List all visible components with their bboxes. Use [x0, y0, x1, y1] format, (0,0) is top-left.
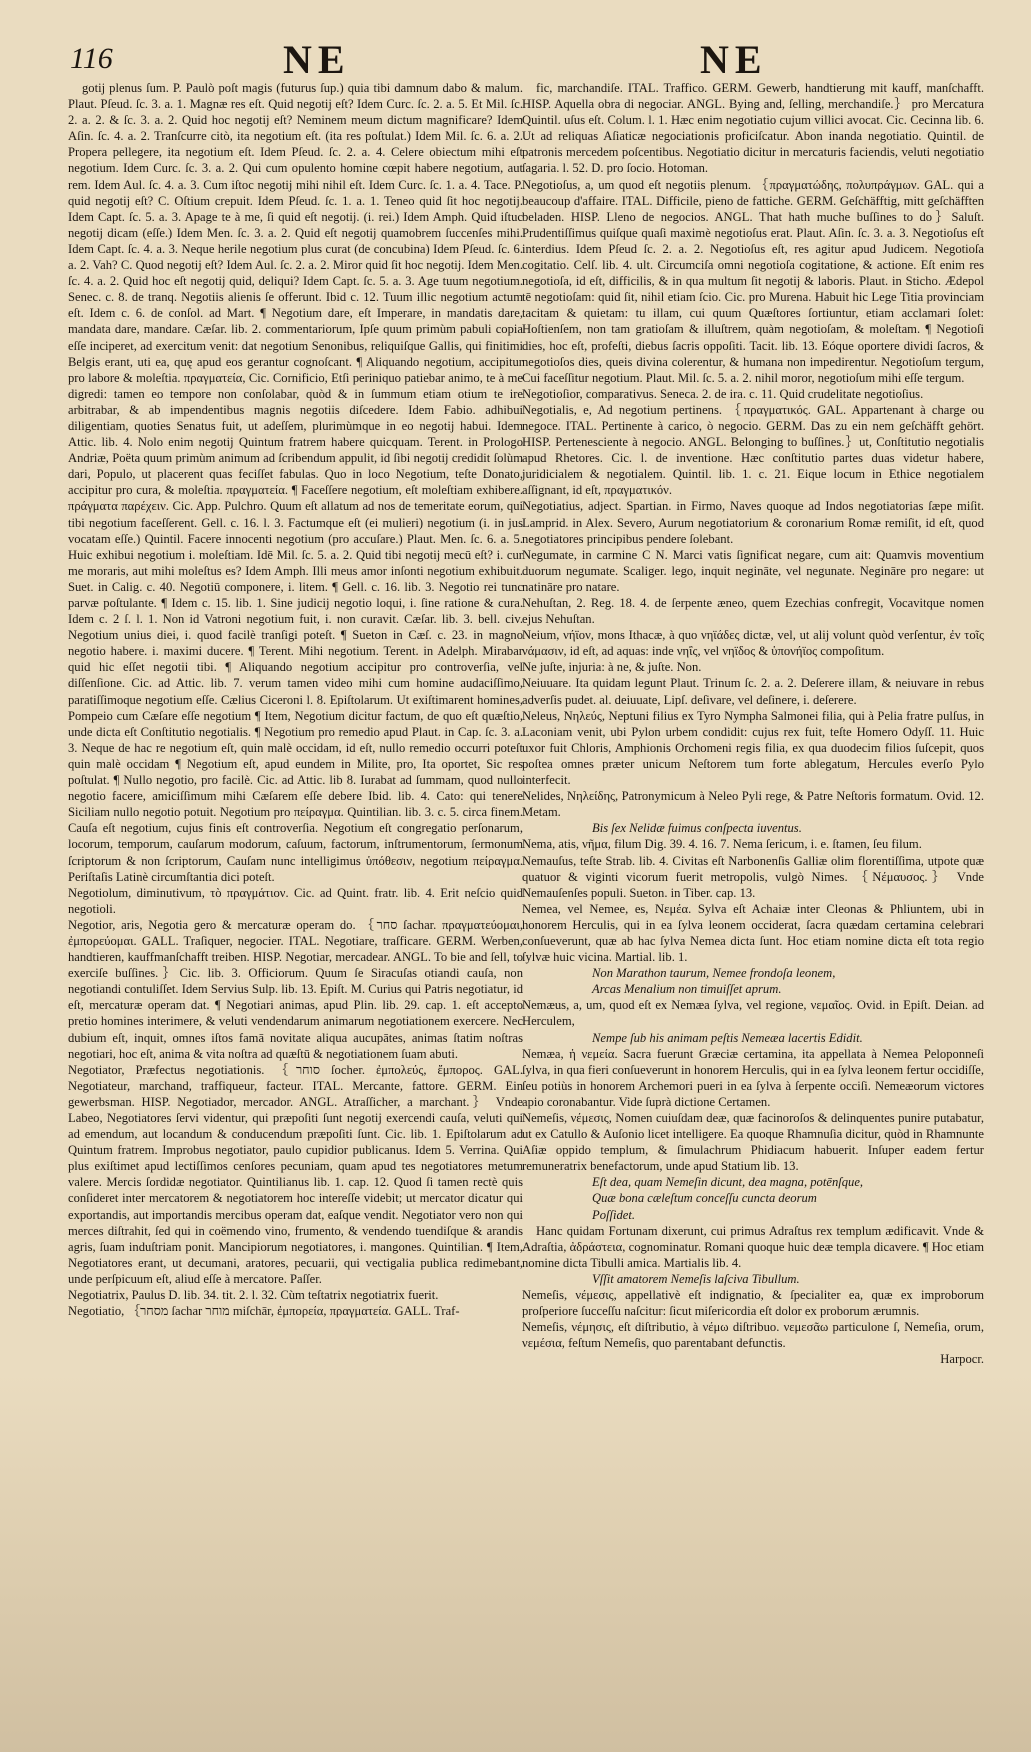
verse-line: Bis ſex Nelidæ fuimus conſpecta iuventus. [592, 821, 802, 836]
entry-nemesis-continued: Hanc quidam Fortunam dixerunt, cui primus Adraſtus rex templum ædificavit. Vnde & Adraſtia, ἀδράστεια, cognominatur. Romani quoque huic deæ templa dicavere. ¶ Hoc etiam nomine dicta Tibulli amica. Martialis lib. 4. [522, 1223, 984, 1270]
catchword: Harpocr. [940, 1352, 984, 1367]
entry-negotiolum: Negotiolum, diminutivum, τὸ πραγμάτιον. Cic. ad Quint. fratr. lib. 4. Erit neſcio quid negotioli. [68, 885, 523, 916]
running-header-left: NE [283, 37, 351, 82]
entry-ne-iuste: Ne juſte, injuria: à ne, & juſte. Non. [522, 660, 702, 675]
verse-line: Vſſit amatorem Nemeſis laſciva Tibullum. [592, 1271, 800, 1286]
entry-negumate: Negumate, in carmine C N. Marci vatis ſignificat negare, cum ait: Quamvis moventium duorum negumate. Scaliger. lego, inquit negināte, vel negunate. Negināre pro negare: ut natināre pro natare. [522, 547, 984, 594]
entry-nemesis-distributio: Nemeſis, νέμησις, eſt diſtributio, à νέμω diſtribuo. νεμεσᾶω particulone ſ, Nemeſia, orum, νεμέσια, feſtum Nemeſis, quo parentabant defunctis. [522, 1320, 984, 1351]
entry-negotiatrix: Negotiatrix, Paulus D. lib. 34. tit. 2. l. 32. Cùm teſtatrix negotiatrix fuerit. [68, 1288, 439, 1303]
verse-line: Eſt dea, quam Nemeſin dicunt, dea magna, potēnſque, [592, 1175, 864, 1190]
right-column [522, 80, 984, 1368]
entry-neium: Neium, νήϊον, mons Ithacæ, à quo νηϊάδες dictæ, vel, ut alij volunt quòd verſentur, ἐν τοῖς νάμασιν, id eſt, ad aquas: inde νηΐς, vel νηϊδος & ὑπονήϊος compoſitum. [522, 628, 984, 659]
entry-nemaea: Nemæa, ἡ νεμεία. Sacra fuerunt Græciæ certamina, ita appellata à Nemea Peloponneſi ſylva, in qua fieri conſueverunt in honorem Herculis, qui in ea ſylva leonem fertur occidiſſe, ſeu potiùs in honorem Archemori pueri in ea ſylva à ſerpente occiſi. Nemeæorum victores apio coronabantur. Vide ſuprà dictione Certamen. [522, 1046, 984, 1109]
entry-neleus: Neleus, Νηλεύς, Neptuni filius ex Tyro Nympha Salmonei filia, qui à Pelia fratre pulſus, in Laconiam venit, ubi Pylon urbem condidit: cujus rex fuit, teſte Homero Odyſſ. 11. Huic uxor fuit Chloris, Amphionis Orchomeni regis filia, ex qua duodecim filios ſuſcepit, quos poſtea omnes præter unicum Neſtorem tum forte ablegatum, Hercules everſo Pylo interfecit. [522, 708, 984, 788]
entry-neiuuare: Neiuuare. Ita quidam legunt Plaut. Trinum ſc. 2. a. 2. Deſerere illam, & neiuvare in rebus adverſis pudet. al. deiuuate, Lipſ. deſivare, vel deſinere, i. deſerere. [522, 676, 984, 707]
entry-nema: Nema, atis, νῆμα, filum Dig. 39. 4. 16. 7. Nema ſericum, i. e. ſtamen, ſeu filum. [522, 837, 922, 852]
verse-line: Arcas Menalium non timuiſſet aprum. [592, 982, 782, 997]
entry-negotiosior: Negotioſior, comparativus. Seneca. 2. de ira. c. 11. Quid crudelitate negotioſius. [522, 386, 924, 401]
entry-negotiatio: Negotiatio, ｛מסחר ſachar מוחר miſchār, ἐμπορεία, πραγματεία. GALL. Traf- [68, 1304, 460, 1319]
entry-nemea: Nemea, vel Nemee, es, Νεμέα. Sylva eſt Achaiæ inter Cleonas & Phliuntem, ubi in honorem Herculis, qui in ea ſylva leonem occiderat, ſacra quædam certamina celebrari conſueverunt, quæ ab hac ſylva Nemea dicta ſunt. Hoc etiam nomine dicta eſt tota regio ſylvæ huic vicina. Martial. lib. 1. [522, 901, 984, 965]
entry-negotiosus: Negotioſus, a, um quod eſt negotiis plenum. ｛πραγματώδης, πολυπράγμων. GAL. qui a beaucoup d'affaire. ITAL. Difficile, pieno de fattiche. GERM. Geſchäfftig, mitt geſchäfften beladen. HISP. Lleno de negocios. ANGL. That hath muche buſſines to do｝Saluſt. Prudentiſſimus quiſque quaſi maximè negotioſus erat. Plaut. Aſin. ſc. 3. a. 3. Negotioſus eſt interdius. Idem Pſeud ſc. 2. a. 2. Negotioſus eſt, res agitur apud Judicem. Negotioſa cogitatio. Celſ. lib. 4. ult. Circumciſa omni negotioſa cogitatione, & actione. Eſt enim res negotioſa, id eſt, difficilis, & in qua multum ſit negotij & laboris. Plaut. in Sticho. Ædepol tē negotioſam: quid ſit, nihil etiam ſcio. Cic. pro Murena. Habuit hic Lege Titia provinciam tacitam & quietam: tu illam, cui quum Quæſtores ſortiuntur, etiam acclamari ſolet: Hoſtienſem, non tam gratioſam & illuſtrem, quàm negotioſam, & moleſtam. ¶ Negotioſi dies, hoc eſt, profeſti, diebus ſacris oppoſiti. Tacit. lib. 13. Eóque oportere dividi ſacros, & negotioſos dies, queis divina colerentur, & humana non impedirentur. Negotioſum tergum, Cui faceſſitur negotium. Plaut. Mil. ſc. 5. a. 2. nihil moror, negotioſum mihi eſſe tergum. [522, 177, 984, 385]
entry-nemausus: Nemauſus, teſte Strab. lib. 4. Civitas eſt Narbonenſis Galliæ olim florentiſſima, utpote quæ quatuor & viginti vicorum fuerit metropolis, vulgò Nimes. ｛Νέμαυσος.｝ Vnde Nemauſenſes populi. Sueton. in Tiber. cap. 13. [522, 853, 984, 900]
entry-negotiatius: Negotiatius, adject. Spartian. in Firmo, Naves quoque ad Indos negotiatorias ſæpe miſit. Lamprid. in Alex. Severo, Aurum negotiatorium & coronarium Romæ remiſit, id eſt, quod negotiatores principibus pendere ſolebant. [522, 499, 984, 546]
verse-line: Quæ bona cæleſtum conceſſu cuncta deorum [592, 1191, 817, 1206]
entry-nemesis-appellative: Nemeſis, νέμεσις, appellativè eſt indignatio, & ſpecialiter ea, quæ ex improborum proſperiore ſucceſſu naſcitur: ſicut miſericordia eſt dolor ex proborum ærumnis. [522, 1288, 984, 1319]
entry-nemaeus: Nemæus, a, um, quod eſt ex Nemæa ſylva, vel regione, νεμαῖος. Ovid. in Epiſt. Deian. ad Herculem, [522, 998, 984, 1029]
entry-nelides: Nelides, Νηλείδης, Patronymicum à Neleo Pyli rege, & Patre Neſtoris formatum. Ovid. 12. Metam. [522, 789, 984, 820]
left-column [68, 80, 523, 1319]
running-header-right: NE [700, 37, 768, 82]
entry-negotium-continued: gotij plenus ſum. P. Paulò poſt magis (futurus ſup.) quia tibi damnum dabo & malum. Plaut. Pſeud. ſc. 3. a. 1. Magnæ res eſt. Quid negotij eſt? Idem Curc. ſc. 2. a. 5. Et Mil. ſc. 2. a. 2. & ſc. 3. a. 2. Quid hoc negotij eſt? Neminem meum dictum magnificare? Idem Aſin. ſc. 4. a. 2. Tranſcurre citò, ita negotium eſt. (ita res poſtulat.) Idem Mil. ſc. 6. a. 2. Propera pellegere, ita negotium eſt. Idem Pſeud. ſc. 2. a. 4. Celere obiectum mihi eſt negotium. Idem Curc. ſc. 3. a. 2. Qui cum opulento homine cœpit habere negotium, aut rem. Idem Aul. ſc. 4. a. 3. Cum iſtoc negotij mihi nihil eſt. Idem Curc. ſc. 1. a. 4. Tace. P. quid negotij eſt? C. Oſtium crepuit. Idem Pſeud. ſc. 1. a. 1. Teneo quid ſit hoc negotij. Idem Capt. ſc. 5. a. 3. Apage te à me, ſi quid eſt negotij. (i. rei.) Idem Amph. Quid iſtuc negotij dicam (eſſe.) Idem Men. ſc. 3. a. 2. Quid eſt negotij quamobrem ſuccenſes mihi. Idem Capt. ſc. 4. a. 3. Neque herile negotium plus curat (de concubina) Idem Pſeud. ſc. 6. a. 2. Vah? C. Quod negotij eſt? Idem Aul. ſc. 2. a. 2. Miror quid ſit hoc negotij. Idem Men. ſc. 4. a. 2. Quid hoc eſt negotij quid, deliqui? Idem Capt. ſc. 5. a. 3. Age tuum negotium. Senec. c. 8. de tranq. Negotiis alienis ſe offerunt. Ibid c. 12. Tuum illic negotium actum eſt. Idem c. 6. de conſol. ad Mart. ¶ Negotium dare, eſt Imperare, in mandatis dare, mandata dare, mandare. Cæſar. lib. 2. commentariorum, Ipſe quum primùm pabuli copia eſſe inciperet, ad exercitum venit: dat negotium Senonibus, reliquiſque Gallis, qui finitimi Belgis erant, uti ea, quę apud eos gerantur cognoſcant. ¶ Aliquando negotium, accipitur pro labore & moleſtia. πραγματεία, Cic. Cornificio, Etſi periniquo patiebar animo, te à me digredi: tamen eo tempore non conſolabar, quòd & in ſummum etiam otium te ire arbitrabar, & ab impendentibus magnis negotiis diſcedere. Idem Fabio. adhibui diligentiam, quoties Senatus fuit, ut adeſſem, plurimùmque in eo negotij habui. Idem Attic. lib. 4. Nolo enim negotij Quintum fratrem habere quicquam. Terent. in Prologo Andriæ, Poëta quum primùm animum ad ſcribendum appulit, id ſibi negotij credidit ſolùm dari, Populo, ut placerent quas feciſſet fabulas. Quo in loco Negotium, teſte Donato, accipitur pro cura, & moleſtia. πραγματεία. ¶ Faceſſere negotium, eſt moleſtiam exhibere. πράγματα παρέχειν. Cic. App. Pulchro. Quum eſt allatum ad nos de temeritate eorum, qui tibi negotium faceſſerent. Gell. c. 16. l. 3. Factumque eſt (ei mulieri) negotium (i. in jus vocatam eſſe.) Quintil. Facere innocenti negotium (pro accuſare.) Plaut. Men. ſc. 6. a. 5. Huic exhibui negotium i. moleſtiam. Idē Mil. ſc. 5. a. 2. Quid tibi negotij mecū eſt? i. cur me moraris, aut mihi moleſtus es? Idem Amph. Illi meus amor inſonti negotium exhibuit. Suet. in Calig. c. 40. Negotiū componere, i. litem. ¶ Gell. c. 16. lib. 3. Negotio rei tunc parvæ poſtulante. ¶ Idem c. 15. lib. 1. Sine judicij negotio loqui, i. ſine ratione & cura. Idem c. 2 ſ. l. 1. Non id Vatroni negotium fuit, i. non curavit. Cæſar. lib. 3. bell. civ. Negotium unius diei, i. quod facilè tranſigi poteſt. ¶ Sueton in Cæſ. c. 23. in magno negotio habere. i. maximi ducere. ¶ Terent. Mihi negotium. Terent. in Adelph. Mirabar quid hic eſſet negotii tibi. ¶ Aliquando negotium accipitur pro controverſia, vel diſſenſione. Cic. ad Attic. lib. 7. verum tamen video mihi cum homine audaciſſimo, paratiſſimoque negotium eſſe. Cælius Ciceroni l. 8. Epiſtolarum. Ut exiſtimarent homines, Pompeio cum Cæſare eſſe negotium ¶ Item, Negotium dicitur factum, de quo eſt quæſtio, unde dicta eſt Conſtitutio negotialis. ¶ Negotium pro remedio apud Plaut. in Cap. ſc. 3. a. 3. Neque de hac re negotium eſt, quin malè occidam, id eſt, nullo remedio occurri poteſt quin malè occidam ¶ Negotium eſt, apud eundem in Milite, pro, Ita oportet, Sic res poſtulat. ¶ Nullo negotio, pro facilè. Cic. ad Attic. lib 8. Iurabat ad ſummam, quod nullo negotio facere, amiciſſimum mihi Cæſarem eſſe debere Ibid. lib. 4. Cato: qui tenere Siciliam nullo negotio potuit. Negotium pro πείραγμα. Quintilian. lib. 3. c. 5. circa finem. Cauſa eſt negotium, cujus finis eſt controverſia. Negotium eſt congregatio perſonarum, locorum, temporum, cauſarum modorum, caſuum, factorum, inſtrumentorum, ſermonum ſcriptorum & non ſcriptorum, Cauſam nunc intelligimus ὑπόθεσιν, negotium πείραγμα. Periſtaſis Latinè circumſtantia dici poteſt. [68, 81, 523, 884]
entry-negotiatio-continued: fic, marchandiſe. ITAL. Traffico. GERM. Gewerb, handtierung mit kauff, manſchafft. HISP. Aquella obra di negociar. ANGL. Bying and, ſelling, merchandiſe.｝ pro Mercatura Quintil. uſus eſt. Colum. l. 1. Hæc enim negotiatio cujum villici avocat. Cic. Cecinna lib. 6. Ut ad reliquas Aſiaticæ negociationis proficiſcatur. Abon inanda negotiatio. Quintil. de patronis mercedem poſcentibus. Negotiatio dicitur in mercaturis faciendis, veluti negotiatio ſagaria. l. 52. D. pro ſocio. Hotoman. [522, 81, 984, 176]
entry-negotiator: Negotiator, Præfectus negotiationis. ｛סוחר ſocher. ἐμπολεύς, ἔμπορος. GAL. Negotiateur, marchand, traffiqueur, facteur. ITAL. Mercante, fattore. GERM. Ein gewerbsman. HISP. Negotiador, mercador. ANGL. Atraſſicher, a marchant.｝ Vnde Labeo, Negotiatores ſervi videntur, qui præpoſiti ſunt negotij exercendi cauſa, veluti qui ad emendum, aut locandum & conducendum præpoſiti ſunt. Cic. lib. 1. Epiſtolarum ad Quintum fratrem. Improbus negotiator, paulo cupidior publicanus. Idem 5. Verrina. Qui plus exiſtimet apud lectiſſimos cenſores pecuniam, quam apud tes negotiatores metum valere. Mercis ſordidæ negotiator. Quintilianus lib. 1. cap. 12. Quod ſi tamen rectè quis conſideret inter mercatorem & negotiatorem hoc intereſſe videbit; ut mercator dicatur qui exportandis, aut importandis mercibus operam dat, eaſque vendit. Negotiator vero non qui merces diſtrahit, ſed qui in coëmendo vino, frumento, & vendendo tuendiſque & arandis agris, ſuam induſtriam ponit. Mancipiorum negotiatores, i. mangones. Quintilian. ¶ Item, Negotiatores erant, ut decumani, aratores, pecuarii, qui vectigalia publica redimebant, unde perſpicuum eſt, aliud eſſe à mercatore. Paſſer. [68, 1062, 523, 1286]
entry-negotialis: Negotialis, e, Ad negotium pertinens. ｛πραγματικός. GAL. Appartenant à charge ou negoce. ITAL. Pertinente à carico, ò negocio. GERM. Das zu ein nem geſchäfft gehört. HISP. Pertenesciente à negocio. ANGL. Belonging to buſſines.｝ut, Conſtitutio negotialis apud Rhetores. Cic. l. de inventione. Hæc conſtitutio partes duas videtur habere, juridicialem & negotialem. Quintil. lib. 1. c. 21. Eique locum in Ethice negotialem aſſignant, id eſt, πραγματικόν. [522, 402, 984, 498]
entry-negotior: Negotior, aris, Negotia gero & mercaturæ operam do. ｛סחר ſachar. πραγματεύομαι, ἐμπορεύομαι. GALL. Traſiquer, negocier. ITAL. Negotiare, traſficare. GERM. Werben, handtieren, kauffmanſchafft treiben. HISP. Negotiar, mercadear. ANGL. To bie and ſell, to exerciſe buſſines.｝Cic. lib. 3. Officiorum. Quum ſe Siracuſas otiandi cauſa, non negotiandi contuliſſet. Idem Servius Sulp. lib. 13. Epiſt. M. Curius qui Patris negotiatur, id eſt, mercaturæ operam dat. ¶ Negotiari animas, apud Plin. lib. 29. cap. 1. eſt accepto pretio homines interimere, & veluti vendendarum animarum negotiationem exercere. Nec dubium eſt, inquit, omnes iſtos famā novitate aliqua aucupātes, animas ſtatim noſtras negotiari, hoc eſt, anima & vita noſtra ad quæſtū & negotiationem ſuam abuti. [68, 917, 523, 1061]
verse-line: Nempe ſub his animam peſtis Nemeæa lacertis Edidit. [592, 1030, 863, 1045]
entry-nehustan: Nehuſtan, 2. Reg. 18. 4. de ſerpente æneo, quem Ezechias confregit, Vocavitque nomen ejus Nehuſtan. [522, 596, 984, 627]
entry-nemesis-goddess: Nemeſis, νέμεσις, Nomen cuiuſdam deæ, quæ facinoroſos & delinquentes punire putabatur, ut ex Catullo & Auſonio licet intelligere. Ea quoque Rhamnuſia dicitur, quòd in Rhamnunte Aſiæ oppido templum, & ſimulachrum Phidiacum habuerit. Inſuper eadem fertur remuneratrix benefactorum, unde apud Statium lib. 13. [522, 1111, 984, 1174]
verse-line: Poſſidet. [592, 1207, 636, 1222]
verse-line: Non Marathon taurum, Nemee frondoſa leonem, [592, 966, 836, 981]
page-number: 116 [70, 42, 113, 75]
